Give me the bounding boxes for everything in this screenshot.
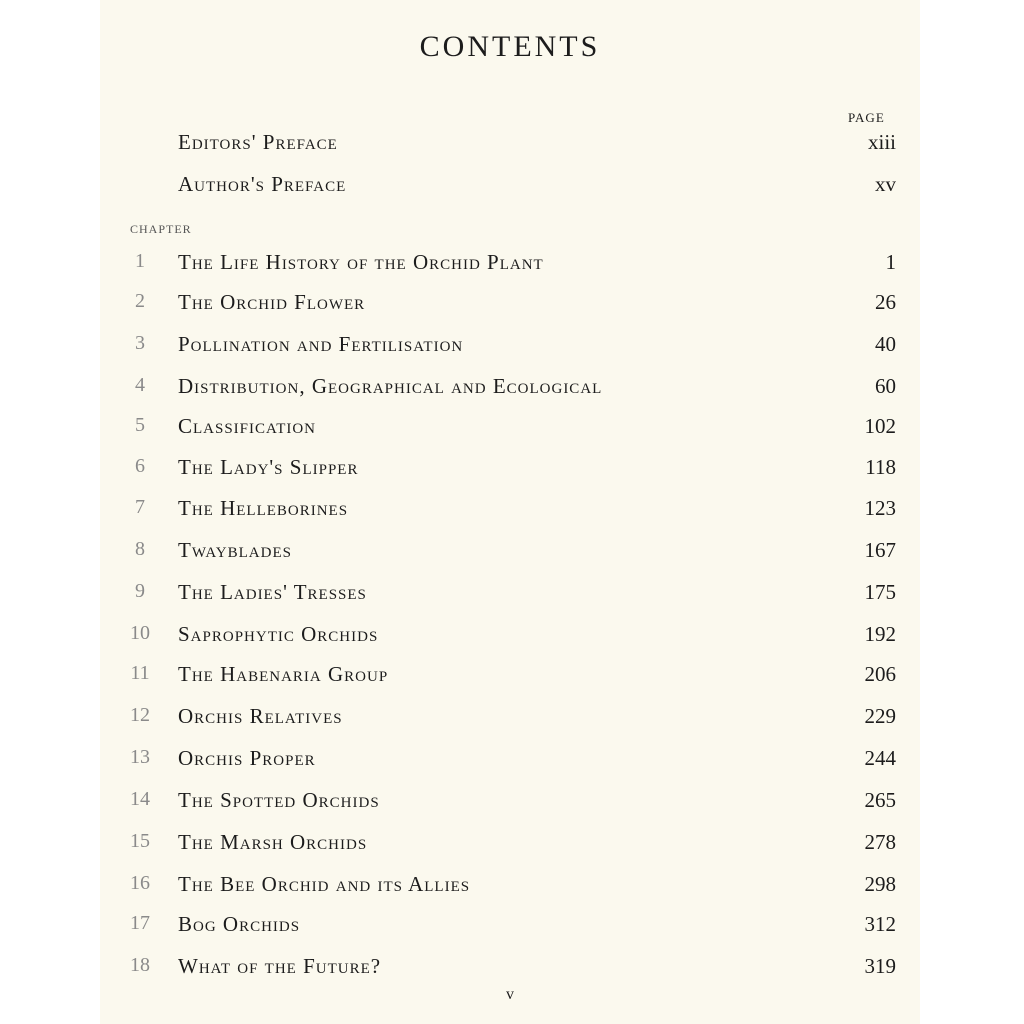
chapter-entry bbox=[100, 872, 920, 902]
chapter-page: 167 bbox=[864, 538, 896, 562]
chapter-title: Bog Orchids bbox=[178, 912, 301, 936]
chapter-number: 1 bbox=[135, 250, 145, 272]
chapter-number: 6 bbox=[135, 455, 145, 477]
page-column-label: PAGE bbox=[848, 110, 885, 125]
chapter-number: 16 bbox=[130, 872, 150, 894]
chapter-entry bbox=[100, 704, 920, 734]
chapter-number: 8 bbox=[135, 538, 145, 560]
chapter-page: 244 bbox=[864, 746, 896, 770]
chapter-page: 26 bbox=[875, 290, 896, 314]
chapter-title: Twayblades bbox=[178, 538, 292, 562]
preface-entry bbox=[100, 130, 920, 160]
chapter-title: The Spotted Orchids bbox=[178, 788, 380, 812]
chapter-title: Classification bbox=[178, 414, 317, 438]
preface-title: Author's Preface bbox=[178, 172, 347, 196]
preface-title: Editors' Preface bbox=[178, 130, 338, 154]
chapter-title: What of the Future? bbox=[178, 954, 382, 978]
chapter-page: 312 bbox=[864, 912, 896, 936]
chapter-entry bbox=[100, 746, 920, 776]
page-folio: v bbox=[506, 986, 514, 1003]
chapter-page: 118 bbox=[865, 455, 896, 479]
preface-page: xiii bbox=[867, 130, 896, 154]
chapter-entry bbox=[100, 332, 920, 362]
chapter-page: 229 bbox=[864, 704, 896, 728]
chapter-entry bbox=[100, 622, 920, 652]
chapter-page: 319 bbox=[864, 954, 896, 978]
chapter-entry bbox=[100, 580, 920, 610]
chapter-number: 9 bbox=[135, 580, 145, 602]
chapter-title: The Lady's Slipper bbox=[178, 455, 359, 479]
chapter-page: 40 bbox=[875, 332, 896, 356]
chapter-title: Distribution, Geographical and Ecological bbox=[178, 374, 603, 398]
chapter-page: 278 bbox=[864, 830, 896, 854]
chapter-number: 14 bbox=[130, 788, 150, 810]
chapter-number: 17 bbox=[130, 912, 150, 934]
chapter-page: 175 bbox=[864, 580, 896, 604]
page-title: CONTENTS bbox=[419, 30, 601, 63]
chapter-title: Saprophytic Orchids bbox=[178, 622, 379, 646]
chapter-number: 5 bbox=[135, 414, 145, 436]
chapter-title: Orchis Relatives bbox=[178, 704, 343, 728]
chapter-entry bbox=[100, 662, 920, 692]
chapter-number: 18 bbox=[130, 954, 150, 976]
chapter-page: 192 bbox=[864, 622, 896, 646]
chapter-entry bbox=[100, 290, 920, 320]
chapter-page: 206 bbox=[864, 662, 896, 686]
chapter-title: The Orchid Flower bbox=[178, 290, 366, 314]
preface-page: xv bbox=[875, 172, 896, 196]
chapter-entry bbox=[100, 496, 920, 526]
chapter-entry bbox=[100, 538, 920, 568]
chapter-entry bbox=[100, 374, 920, 404]
chapter-number: 2 bbox=[135, 290, 145, 312]
chapter-number: 11 bbox=[130, 662, 150, 684]
chapter-column-label: CHAPTER bbox=[130, 222, 192, 236]
chapter-number: 7 bbox=[135, 496, 145, 518]
chapter-title: The Life History of the Orchid Plant bbox=[178, 250, 544, 274]
book-page bbox=[100, 0, 920, 1024]
chapter-page: 265 bbox=[864, 788, 896, 812]
chapter-number: 3 bbox=[135, 332, 145, 354]
chapter-entry bbox=[100, 250, 920, 280]
chapter-entry bbox=[100, 788, 920, 818]
chapter-entry bbox=[100, 830, 920, 860]
chapter-title: The Ladies' Tresses bbox=[178, 580, 367, 604]
chapter-title: The Helleborines bbox=[178, 496, 349, 520]
chapter-page: 123 bbox=[864, 496, 896, 520]
chapter-number: 12 bbox=[130, 704, 150, 726]
chapter-entry bbox=[100, 912, 920, 942]
chapter-entry bbox=[100, 414, 920, 444]
chapter-title: The Habenaria Group bbox=[178, 662, 389, 686]
chapter-number: 4 bbox=[135, 374, 145, 396]
chapter-title: Orchis Proper bbox=[178, 746, 316, 770]
chapter-title: The Marsh Orchids bbox=[178, 830, 368, 854]
chapter-title: The Bee Orchid and its Allies bbox=[178, 872, 471, 896]
chapter-number: 10 bbox=[130, 622, 150, 644]
chapter-title: Pollination and Fertilisation bbox=[178, 332, 464, 356]
chapter-number: 15 bbox=[130, 830, 150, 852]
chapter-entry bbox=[100, 954, 920, 984]
chapter-page: 60 bbox=[875, 374, 896, 398]
chapter-page: 1 bbox=[885, 250, 896, 274]
chapter-number: 13 bbox=[130, 746, 150, 768]
preface-entry bbox=[100, 172, 920, 202]
chapter-page: 102 bbox=[864, 414, 896, 438]
chapter-page: 298 bbox=[864, 872, 896, 896]
chapter-entry bbox=[100, 455, 920, 485]
